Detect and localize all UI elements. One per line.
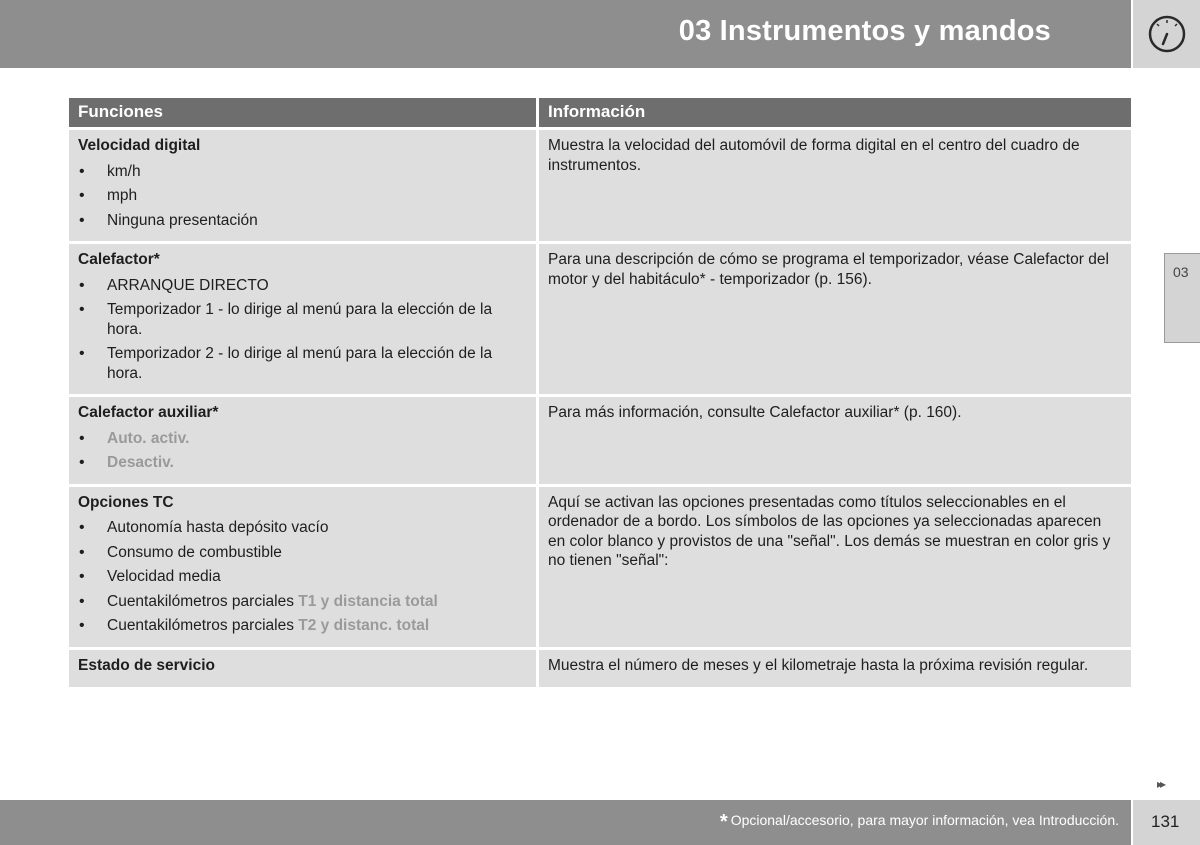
info-cell <box>536 650 1131 691</box>
table-header-row <box>69 98 1131 130</box>
info-cell <box>536 397 1131 487</box>
footer-note-text: Opcional/accesorio, para mayor información, vea Introducción. <box>730 812 1119 828</box>
option-text: Cuentakilómetros parciales <box>107 592 299 610</box>
column-header-informacion: Información <box>536 98 1131 130</box>
option-list <box>78 518 527 636</box>
footer-note <box>720 811 1119 834</box>
function-cell <box>69 244 536 397</box>
option-text: Temporizador 1 - lo dirige al menú para la elección de la hora. <box>107 301 493 338</box>
list-item <box>78 276 527 296</box>
info-text: Muestra la velocidad del automóvil de forma digital en el centro del cuadro de instrumentos. <box>548 137 1080 174</box>
option-list <box>78 276 527 384</box>
option-highlight-text: T2 y distanc. total <box>298 617 430 634</box>
function-title: Calefactor* <box>78 251 160 268</box>
function-title: Estado de servicio <box>78 656 215 674</box>
option-text: Velocidad media <box>107 568 221 585</box>
list-item <box>78 518 527 538</box>
option-highlight-text: T1 y distancia total <box>298 592 438 610</box>
option-text: km/h <box>107 162 141 180</box>
chapter-side-tab[interactable] <box>1164 253 1200 343</box>
info-text: Muestra el número de meses y el kilometraje hasta la próxima revisión regular. <box>548 656 1089 674</box>
functions-table <box>69 98 1131 690</box>
table-row <box>69 397 1131 487</box>
chapter-side-tab-label: 03 <box>1173 264 1189 280</box>
option-text: Autonomía hasta depósito vacío <box>107 519 329 536</box>
option-text: Consumo de combustible <box>107 543 282 561</box>
list-item <box>78 592 527 612</box>
option-list <box>78 429 527 473</box>
continue-arrows-icon: ▸▸ <box>1157 777 1164 791</box>
chapter-icon-box <box>1133 0 1200 68</box>
option-text: ARRANQUE DIRECTO <box>107 276 269 294</box>
function-cell <box>69 650 536 691</box>
table-row <box>69 130 1131 244</box>
footer-asterisk: * <box>719 811 728 833</box>
option-text: Cuentakilómetros parciales <box>107 617 299 634</box>
function-cell <box>69 487 536 650</box>
list-item <box>78 162 527 182</box>
page-number-box <box>1133 800 1200 845</box>
function-cell <box>69 397 536 487</box>
list-item <box>78 543 527 563</box>
option-list <box>78 162 527 231</box>
list-item <box>78 344 527 383</box>
speedometer-icon <box>1146 13 1188 55</box>
info-text: Aquí se activan las opciones presentadas como títulos seleccionables en el ordenador de a bordo. Los símbolos de las opciones ya seleccionadas aparecen en color blanco y provistos de una "señal". Los demás se muestran en color gris y no tienen "señal": <box>548 493 1111 569</box>
list-item <box>78 186 527 206</box>
option-text: Ninguna presentación <box>107 211 258 229</box>
list-item <box>78 211 527 231</box>
function-title: Calefactor auxiliar* <box>78 404 219 421</box>
info-cell <box>536 130 1131 244</box>
list-item <box>78 453 527 473</box>
function-title: Velocidad digital <box>78 137 201 154</box>
info-cell <box>536 487 1131 650</box>
chapter-header-bar <box>0 0 1131 68</box>
footer-bar <box>0 800 1131 845</box>
page-number: 131 <box>1151 812 1180 831</box>
option-text: mph <box>107 187 138 204</box>
list-item <box>78 567 527 587</box>
option-highlight-text: Desactiv. <box>107 454 174 471</box>
table-body <box>69 130 1131 690</box>
table-row <box>69 244 1131 397</box>
option-text: Temporizador 2 - lo dirige al menú para la elección de la hora. <box>107 345 493 382</box>
table-row <box>69 487 1131 650</box>
table-row <box>69 650 1131 691</box>
list-item <box>78 429 527 449</box>
function-title: Opciones TC <box>78 493 174 511</box>
list-item <box>78 616 527 636</box>
info-text: Para más información, consulte Calefactor auxiliar* (p. 160). <box>548 404 962 421</box>
list-item <box>78 300 527 339</box>
function-cell <box>69 130 536 244</box>
info-cell <box>536 244 1131 397</box>
chapter-title: 03 Instrumentos y mandos <box>678 15 1051 47</box>
info-text: Para una descripción de cómo se programa el temporizador, véase Calefactor del motor y del habitáculo* - temporizador (p. 156). <box>548 251 1109 288</box>
option-highlight-text: Auto. activ. <box>107 429 190 447</box>
column-header-funciones: Funciones <box>69 98 536 130</box>
